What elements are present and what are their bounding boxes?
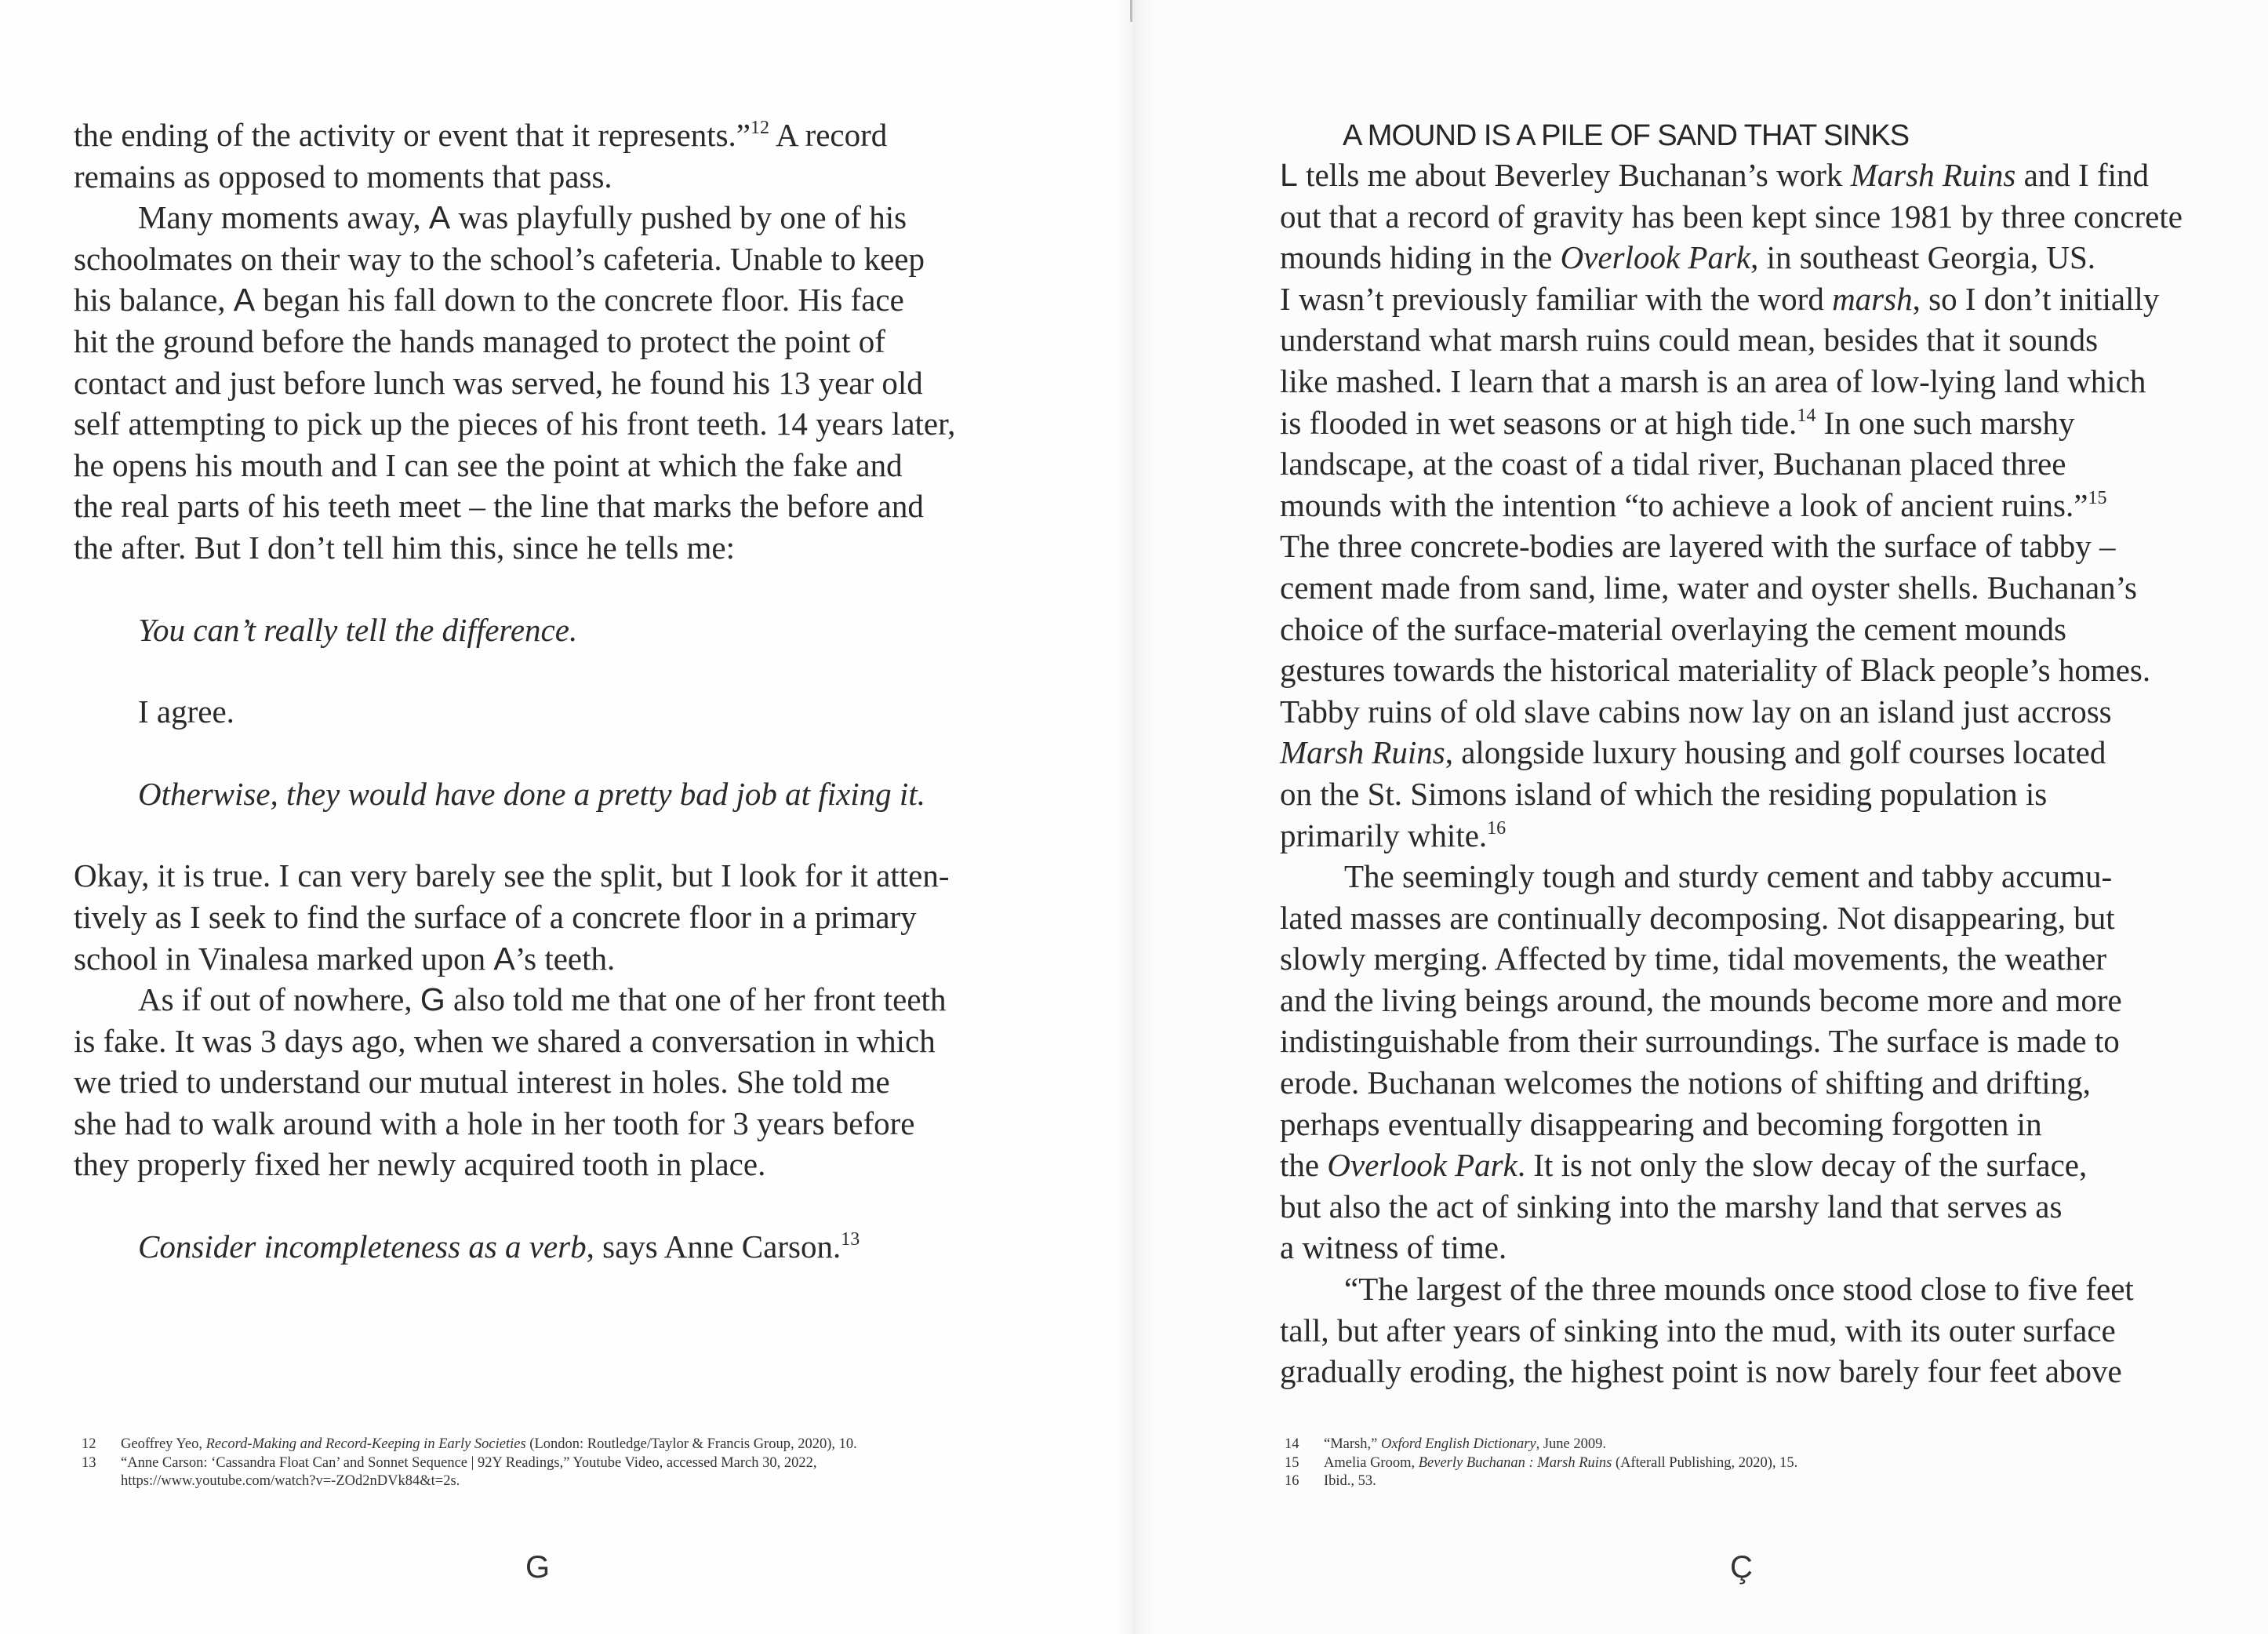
text-line: indistinguishable from their surroundings. The surface is made to <box>1280 1023 2120 1060</box>
text-line: mounds hiding in the Overlook Park, in southeast Georgia, US. <box>1280 239 2096 276</box>
text-line: slowly merging. Affected by time, tidal movements, the weather <box>1280 941 2106 977</box>
text-line: tall, but after years of sinking into the mud, with its outer surface <box>1280 1312 2116 1348</box>
left-footnotes <box>82 1436 1054 1491</box>
text-line: As if out of nowhere, G also told me that one of her front teeth <box>138 981 947 1018</box>
text-line: choice of the surface-material overlaying the cement mounds <box>1280 610 2066 647</box>
right-footnotes <box>1285 1436 2194 1491</box>
footnote: 14 “Marsh,” Oxford English Dictionary, June 2009. <box>1285 1436 1607 1452</box>
text-line: and the living beings around, the mounds become more and more <box>1280 981 2122 1018</box>
text-line: understand what marsh ruins could mean, besides that it sounds <box>1280 322 2099 358</box>
text-line: landscape, at the coast of a tidal river, Buchanan placed three <box>1280 446 2066 482</box>
text-line: out that a record of gravity has been kept since 1981 by three concrete <box>1280 198 2183 235</box>
footnote-url: https://www.youtube.com/watch?v=-ZOd2nDVk84&t=2s. <box>121 1473 460 1489</box>
text-line: Okay, it is true. I can very barely see the split, but I look for it atten- <box>74 857 950 894</box>
text-line: but also the act of sinking into the marshy land that serves as <box>1280 1188 2063 1225</box>
text-line: she had to walk around with a hole in her tooth for 3 years before <box>74 1104 915 1141</box>
text-line: L tells me about Beverley Buchanan’s work Marsh Ruins and I find <box>1280 157 2149 193</box>
left-body-text <box>74 115 1046 1268</box>
footnote: 12 Geoffrey Yeo, Record-Making and Record-Keeping in Early Societies (London: Routledge/Taylor & Francis Group, 2020), 10. <box>82 1436 857 1452</box>
text-line: the Overlook Park. It is not only the slow decay of the surface, <box>1280 1147 2088 1184</box>
section-heading: A MOUND IS A PILE OF SAND THAT SINKS <box>1343 119 1910 152</box>
text-line: is fake. It was 3 days ago, when we shared a conversation in which <box>74 1022 936 1059</box>
book-gutter <box>1114 0 1154 1634</box>
text-line: self attempting to pick up the pieces of his front teeth. 14 years later, <box>74 406 956 442</box>
text-line: cement made from sand, lime, water and oyster shells. Buchanan’s <box>1280 569 2138 606</box>
footnote: 16 Ibid., 53. <box>1285 1473 1376 1489</box>
blockquote-line: Otherwise, they would have done a pretty bad job at fixing it. <box>138 775 925 812</box>
blockquote-line: I agree. <box>138 693 234 730</box>
blockquote-line: Consider incompleteness as a verb, says Anne Carson.$^{13}$ <box>138 1228 860 1265</box>
text-line: mounds with the intention “to achieve a look of ancient ruins.”$^{15}$ <box>1280 486 2107 523</box>
text-line: the ending of the activity or event that it represents.”$^{12}$ A record <box>74 117 888 153</box>
text-line: tively as I seek to find the surface of a concrete floor in a primary <box>74 898 917 935</box>
page-number: Ç <box>1730 1550 1753 1585</box>
text-line: remains as opposed to moments that pass. <box>74 158 612 195</box>
text-line: Marsh Ruins, alongside luxury housing and golf courses located <box>1280 734 2106 771</box>
text-line: lated masses are continually decomposing. Not disappearing, but <box>1280 899 2115 936</box>
gutter-mark <box>1130 0 1132 22</box>
text-line: a witness of time. <box>1280 1229 1507 1266</box>
right-body-text <box>1280 155 2205 1392</box>
text-line: I wasn’t previously familiar with the word marsh, so I don’t initially <box>1280 280 2160 317</box>
text-line: gradually eroding, the highest point is now barely four feet above <box>1280 1353 2122 1390</box>
text-line: The three concrete-bodies are layered with the surface of tabby – <box>1280 528 2116 565</box>
text-line: Tabby ruins of old slave cabins now lay on an island just accross <box>1280 693 2112 730</box>
text-line: he opens his mouth and I can see the point at which the fake and <box>74 446 903 483</box>
footnote: 15 Amelia Groom, Beverly Buchanan : Marsh Ruins (Afterall Publishing, 2020), 15. <box>1285 1454 1798 1471</box>
text-line: his balance, A began his fall down to the concrete floor. His face <box>74 282 904 318</box>
text-line: perhaps eventually disappearing and becoming forgotten in <box>1280 1105 2042 1142</box>
text-line: Many moments away, A was playfully pushed by one of his <box>138 199 907 236</box>
text-line: we tried to understand our mutual interest in holes. She told me <box>74 1064 890 1101</box>
text-line: the real parts of his teeth meet – the line that marks the before and <box>74 488 924 525</box>
text-line: “The largest of the three mounds once stood close to five feet <box>1344 1271 2134 1308</box>
blockquote-line: You can’t really tell the difference. <box>138 611 578 648</box>
text-line: erode. Buchanan welcomes the notions of shifting and drifting, <box>1280 1064 2091 1101</box>
text-line: school in Vinalesa marked upon A’s teeth. <box>74 940 616 977</box>
text-line: hit the ground before the hands managed to protect the point of <box>74 322 885 359</box>
footnote: 13 “Anne Carson: ‘Cassandra Float Can’ and Sonnet Sequence | 92Y Readings,” Youtube Video, accessed March 30, 2022, <box>82 1454 817 1471</box>
text-line: gestures towards the historical materiality of Black people’s homes. <box>1280 652 2151 689</box>
text-line: is flooded in wet seasons or at high tide.$^{14}$ In one such marshy <box>1280 404 2075 441</box>
page-number: G <box>525 1550 551 1585</box>
text-line: The seemingly tough and sturdy cement and tabby accumu- <box>1344 858 2113 895</box>
text-line: contact and just before lunch was served, he found his 13 year old <box>74 364 923 401</box>
text-line: like mashed. I learn that a marsh is an area of low-lying land which <box>1280 362 2146 399</box>
text-line: on the St. Simons island of which the residing population is <box>1280 775 2048 812</box>
text-line: primarily white.$^{16}$ <box>1280 817 1507 853</box>
text-line: schoolmates on their way to the school’s cafeteria. Unable to keep <box>74 240 925 277</box>
text-line: they properly fixed her newly acquired tooth in place. <box>74 1146 766 1183</box>
text-line: the after. But I don’t tell him this, since he tells me: <box>74 529 736 566</box>
